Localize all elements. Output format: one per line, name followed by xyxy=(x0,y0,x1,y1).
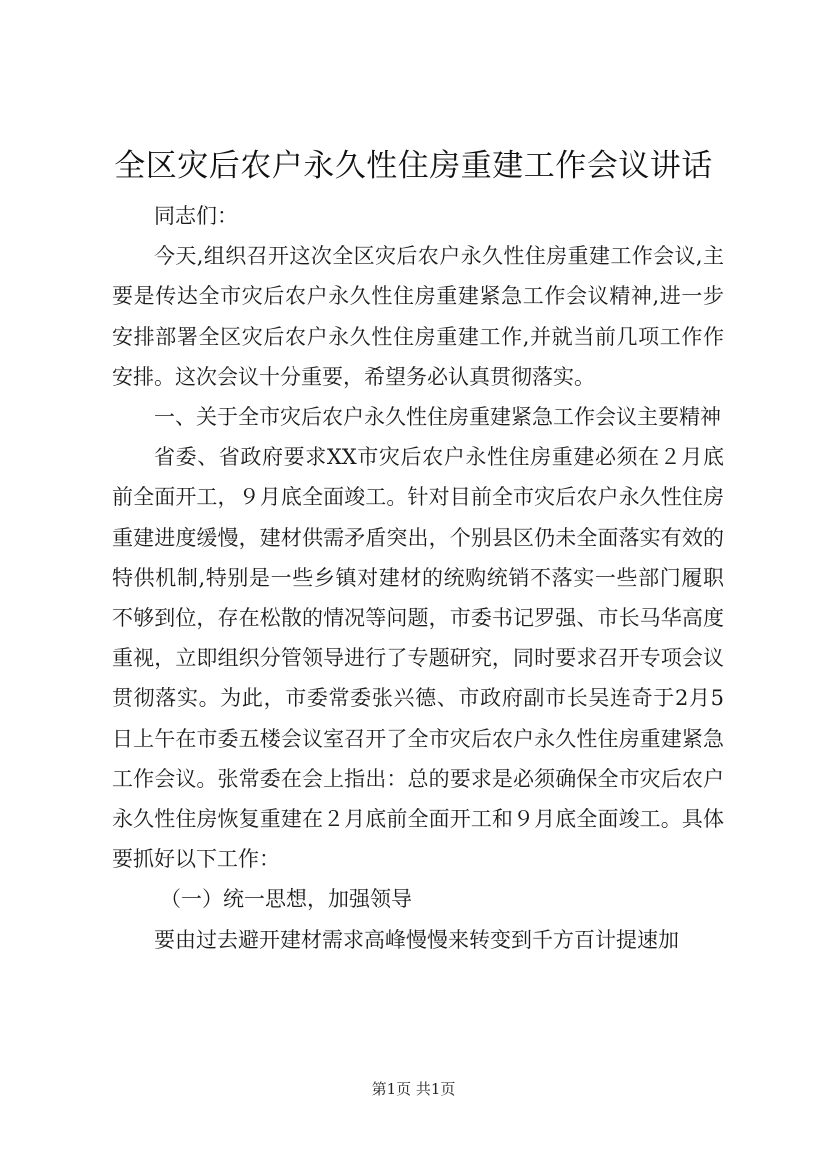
section-heading-1: 一、关于全市灾后农户永久性住房重建紧急工作会议主要精神 xyxy=(154,405,721,430)
paragraph-subsection-1: 要由过去避开建材需求高峰慢慢来转变到千方百计提速加 xyxy=(154,927,679,952)
document-title: 全区灾后农户永久性住房重建工作会议讲话 xyxy=(114,148,713,184)
subsection-heading-1: （一）统一思想，加强领导 xyxy=(160,887,412,912)
salutation: 同志们： xyxy=(154,204,238,228)
document-body xyxy=(112,196,724,960)
paragraph-intro: 今天,组织召开这次全区灾后农户永久性住房重建工作会议,主要是传达全市灾后农户永久性住房重建紧急工作会议精神,进一步安排部署全区灾后农户永久性住房重建工作,并就当前几项工作作安排。这次会议十分重要，希望务必认真贯彻落实。 xyxy=(112,244,724,389)
paragraph-section-1: 省委、省政府要求XX市灾后农户永性住房重建必须在２月底前全面开工，９月底全面竣工。针对目前全市灾后农户永久性住房重建进度缓慢，建材供需矛盾突出，个别县区仍未全面落实有效的特供机制,特别是一些乡镇对建材的统购统销不落实一些部门履职不够到位，存在松散的情况等问题，市委书记罗强、市长马华高度重视，立即组织分管领导进行了专题研究，同时要求召开专项会议贯彻落实。为此，市委常委张兴德、市政府副市长吴连奇于2月5日上午在市委五楼会议室召开了全市灾后农户永久性住房重建紧急工作会议。张常委在会上指出：总的要求是必须确保全市灾后农户永久性住房恢复重建在２月底前全面开工和９月底全面竣工。具体要抓好以下工作： xyxy=(112,445,724,872)
page-footer: 第1页 共1页 xyxy=(371,1080,456,1098)
